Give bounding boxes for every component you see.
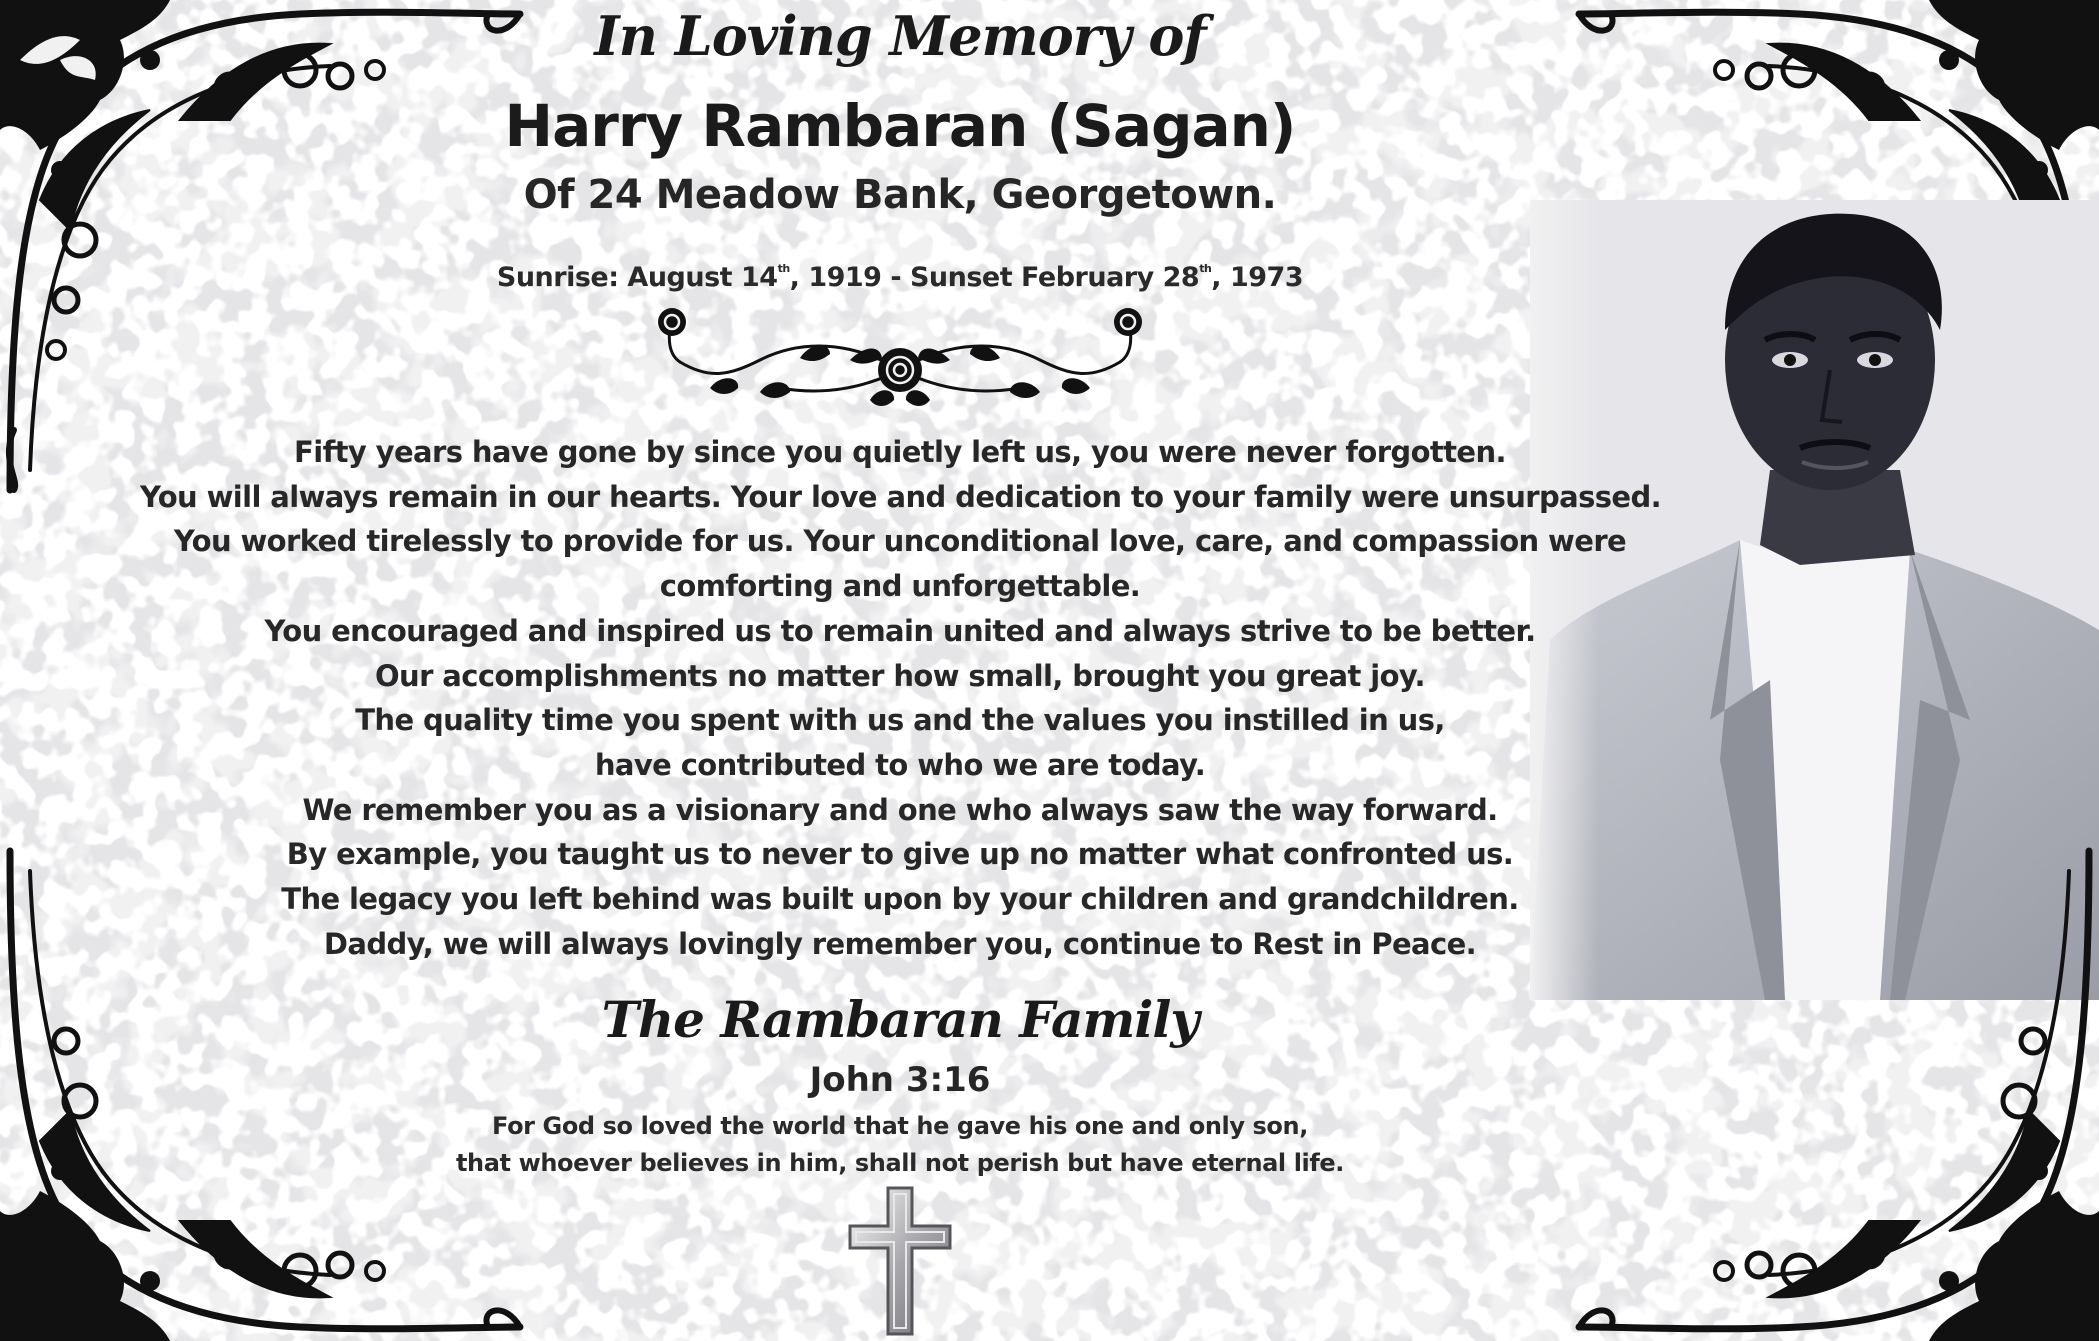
life-dates (140, 262, 1660, 293)
deceased-address: Of 24 Meadow Bank, Georgetown. (523, 172, 1277, 218)
sunset-ordinal: th (1199, 262, 1212, 275)
tribute-line: Fifty years have gone by since you quietly left us, you were never forgotten. (294, 435, 1506, 469)
cross-icon (848, 1186, 952, 1336)
tribute-line: The quality time you spent with us and the values you instilled in us, (355, 703, 1445, 738)
tribute-line: You will always remain in our hearts. Your love and dedication to your family were unsurpassed. (140, 479, 1662, 514)
memorial-heading: In Loving Memory of (594, 4, 1206, 68)
tribute-line: Daddy, we will always lovingly remember you, continue to Rest in Peace. (323, 926, 1477, 961)
verse-line: that whoever believes in him, shall not perish but have eternal life. (455, 1149, 1345, 1177)
tribute-line: We remember you as a visionary and one who always saw the way forward. (302, 792, 1498, 827)
sunset-date: , 1919 - Sunset February 28 (789, 262, 1200, 293)
tribute-text (140, 430, 1660, 966)
tribute-line: You encouraged and inspired us to remain united and always strive to be better. (264, 613, 1536, 648)
verse-line: For God so loved the world that he gave his one and only son, (492, 1112, 1308, 1140)
verse-text (140, 1108, 1660, 1182)
tribute-line: By example, you taught us to never to give up no matter what confronted us. (286, 837, 1514, 872)
tribute-line: The legacy you left behind was built upon by your children and grandchildren. (281, 882, 1519, 917)
tribute-line: have contributed to who we are today. (594, 747, 1206, 782)
verse-reference: John 3:16 (809, 1060, 991, 1100)
sunrise-ordinal: th (777, 262, 790, 275)
rose-vine-divider-icon (650, 300, 1150, 420)
tribute-line: Our accomplishments no matter how small, brought you great joy. (375, 658, 1425, 693)
deceased-name: Harry Rambaran (Sagan) (504, 92, 1296, 160)
filigree-corner-top-left (0, 0, 530, 500)
sunrise-date: Sunrise: August 14 (496, 262, 778, 293)
tribute-line: comforting and unforgettable. (659, 569, 1141, 604)
sunset-year: , 1973 (1211, 262, 1304, 293)
tribute-line: You worked tirelessly to provide for us. Your unconditional love, care, and compassion were (173, 524, 1627, 559)
family-signature: The Rambaran Family (601, 990, 1199, 1049)
